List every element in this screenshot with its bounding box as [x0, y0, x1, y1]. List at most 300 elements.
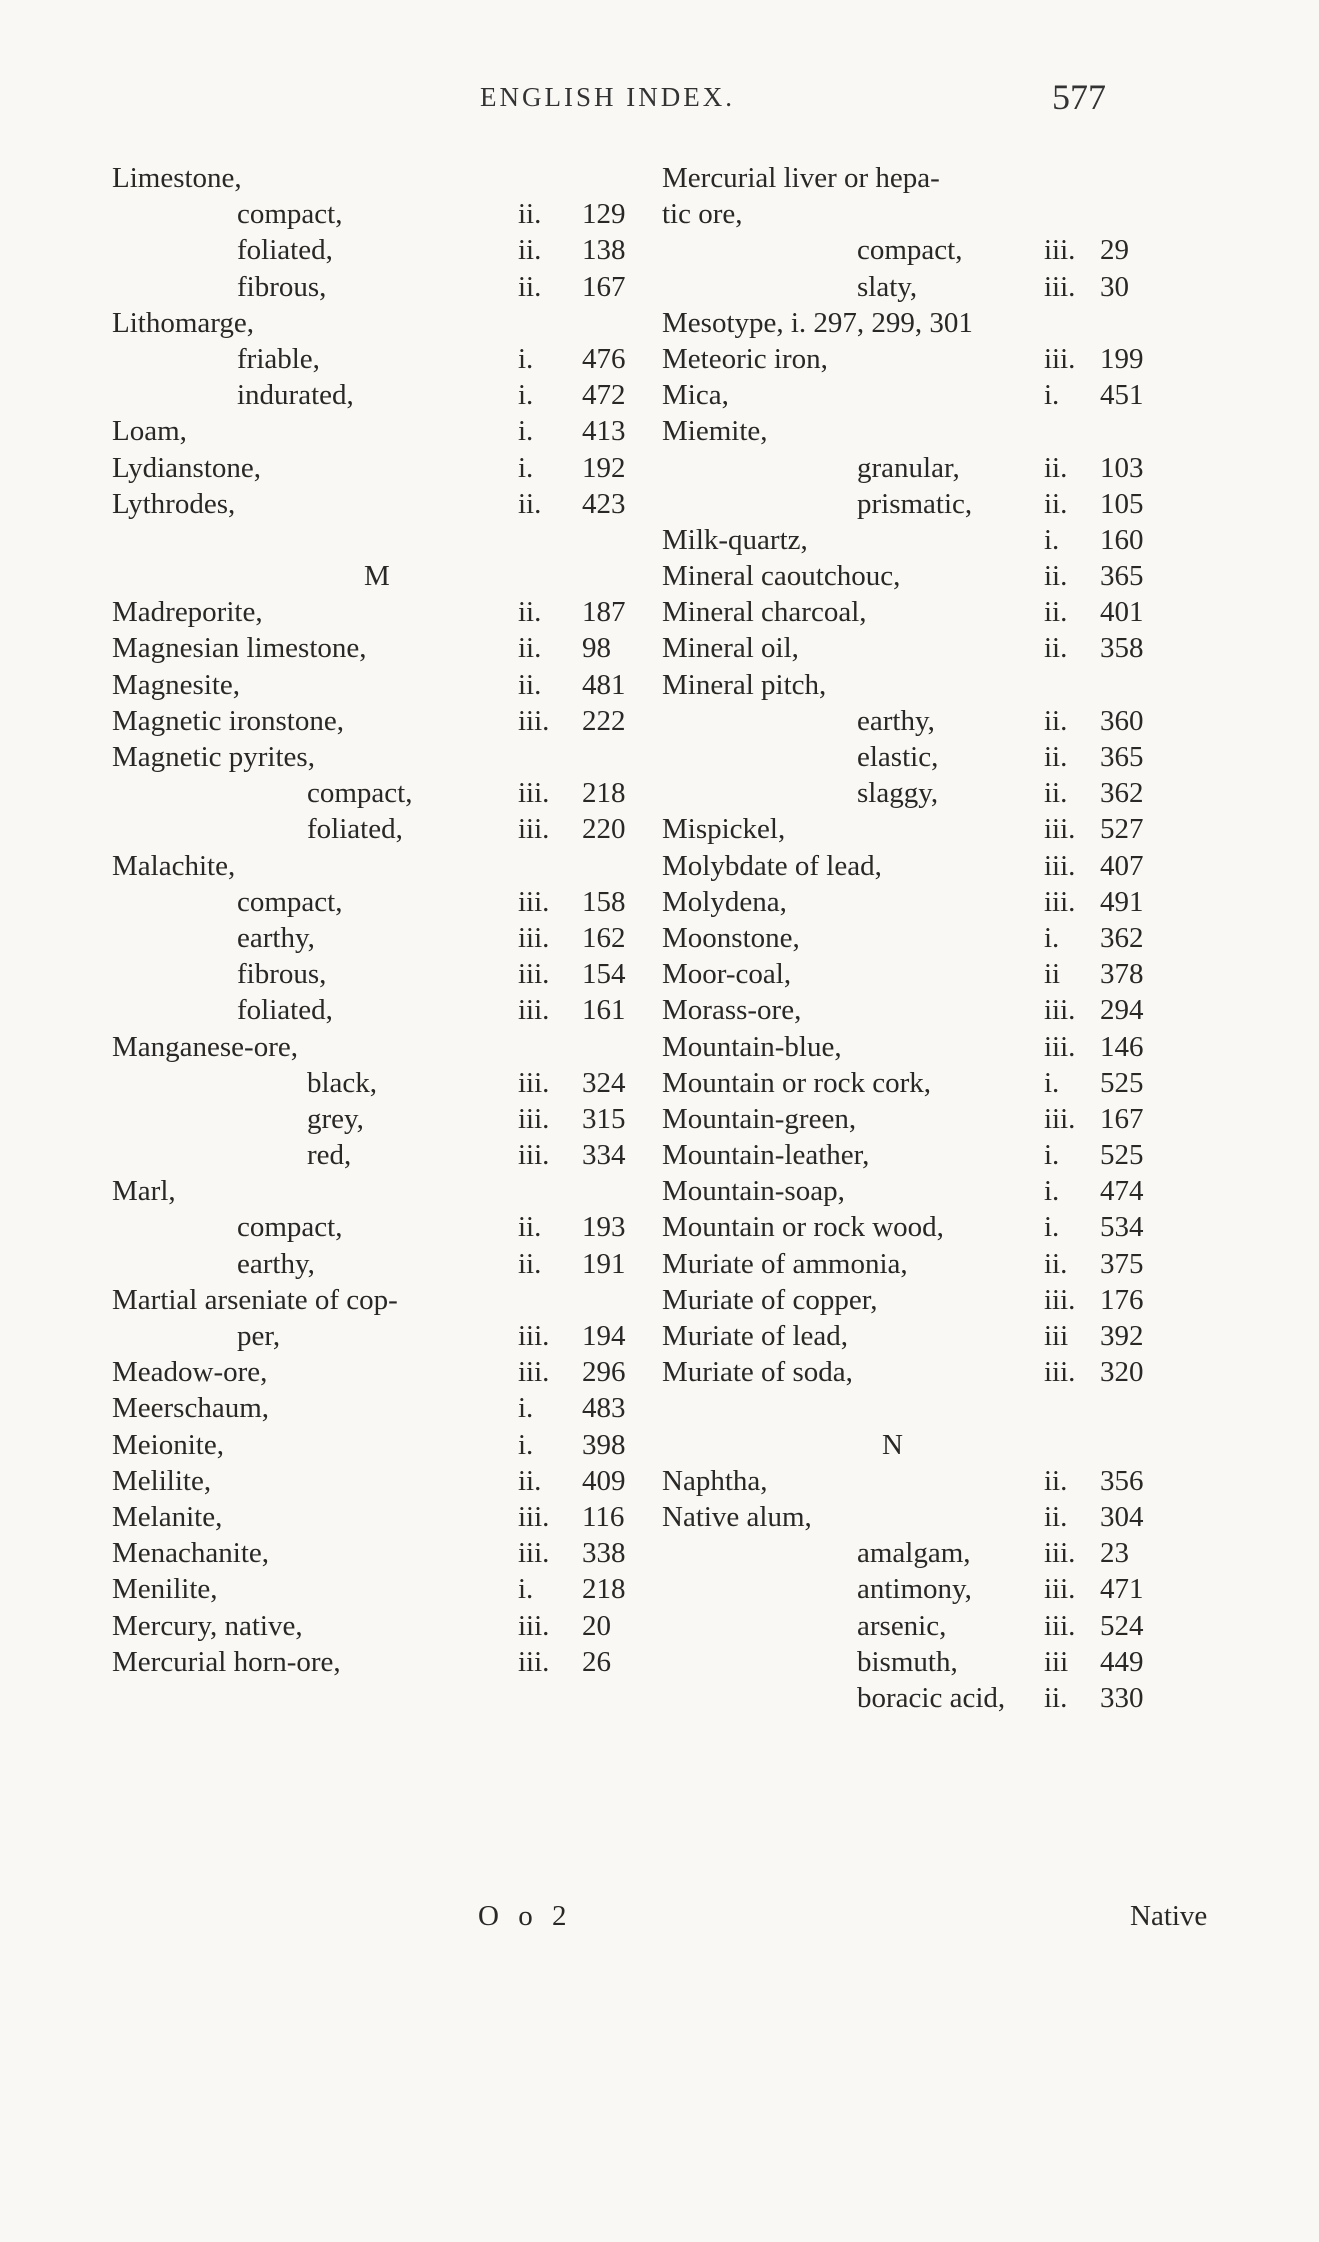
page-header — [0, 77, 1319, 122]
entry-volume: iii. — [518, 994, 550, 1027]
index-entry — [112, 1137, 672, 1173]
entry-volume: iii. — [1044, 885, 1076, 918]
entry-term: foliated, — [307, 813, 403, 846]
entry-page: 525 — [1100, 1066, 1144, 1099]
entry-term: Mineral oil, — [662, 632, 799, 665]
index-entry — [662, 848, 1262, 884]
index-entry — [662, 1571, 1262, 1607]
entry-term: Mercurial horn-ore, — [112, 1645, 341, 1678]
spacer — [662, 1390, 1262, 1426]
entry-volume: ii. — [518, 487, 542, 520]
entry-volume: iii — [1044, 1320, 1069, 1352]
entry-term: boracic acid, — [857, 1681, 1006, 1714]
entry-page: 398 — [582, 1428, 626, 1461]
entry-term: Melilite, — [112, 1464, 212, 1497]
entry-term: antimony, — [857, 1573, 972, 1606]
entry-page: 525 — [1100, 1139, 1144, 1172]
entry-term: slaty, — [857, 270, 918, 303]
entry-term: Mica, — [662, 379, 729, 412]
entry-term: Mineral pitch, — [662, 668, 827, 701]
entry-volume: iii. — [1044, 1102, 1076, 1135]
index-entry — [662, 196, 1262, 232]
entry-page: 524 — [1100, 1609, 1144, 1642]
entry-term: Mispickel, — [662, 813, 786, 846]
index-entry — [662, 594, 1262, 630]
entry-volume: ii. — [518, 270, 542, 303]
entry-term: Mineral charcoal, — [662, 596, 867, 629]
entry-term: earthy, — [237, 921, 315, 954]
entry-volume: ii. — [518, 596, 542, 629]
entry-volume: ii. — [518, 668, 542, 701]
entry-term: Muriate of ammonia, — [662, 1247, 908, 1280]
entry-volume: ii. — [518, 632, 542, 665]
entry-volume: iii. — [518, 1537, 550, 1570]
section-letter — [662, 1427, 1262, 1463]
entry-term: Magnetic pyrites, — [112, 741, 315, 773]
index-entry — [662, 1608, 1262, 1644]
entry-volume: iii. — [518, 885, 550, 918]
entry-page: 338 — [582, 1537, 626, 1570]
entry-page: 29 — [1100, 234, 1129, 267]
entry-page: 193 — [582, 1211, 626, 1244]
entry-term: fibrous, — [237, 270, 327, 303]
entry-term: Naphtha, — [662, 1464, 768, 1497]
entry-term: bismuth, — [857, 1645, 958, 1678]
entry-page: 26 — [582, 1645, 611, 1678]
entry-page: 199 — [1100, 342, 1144, 375]
index-entry — [662, 1535, 1262, 1571]
entry-term: compact, — [307, 777, 413, 810]
signature-mark: O o 2 — [478, 1900, 573, 1932]
entry-term: Lithomarge, — [112, 306, 255, 339]
entry-volume: iii. — [518, 958, 550, 991]
index-entry — [112, 1318, 672, 1354]
entry-volume: iii. — [1044, 1283, 1076, 1316]
entry-page: 362 — [1100, 777, 1144, 810]
index-entry — [112, 413, 672, 449]
index-entry — [662, 703, 1262, 739]
index-entry — [112, 1282, 672, 1318]
index-entry — [112, 811, 672, 847]
index-entry — [662, 305, 1262, 341]
entry-volume: i. — [518, 451, 534, 484]
entry-page: 103 — [1100, 451, 1144, 484]
index-entry — [112, 1463, 672, 1499]
entry-page: 362 — [1100, 921, 1144, 954]
entry-volume: iii. — [1044, 813, 1076, 846]
entry-page: 449 — [1100, 1645, 1144, 1678]
spacer — [112, 522, 672, 558]
entry-term: Mountain-leather, — [662, 1139, 870, 1172]
entry-volume: ii. — [1044, 632, 1068, 665]
entry-page: 162 — [582, 921, 626, 954]
entry-term: Mesotype, i. 297, 299, 301 — [662, 306, 973, 339]
entry-volume: i. — [1044, 1066, 1060, 1099]
index-entry — [112, 775, 672, 811]
index-entry — [662, 160, 1262, 196]
entry-page: 527 — [1100, 813, 1144, 846]
index-entry — [662, 341, 1262, 377]
entry-term: Magnesian limestone, — [112, 632, 367, 665]
entry-page: 320 — [1100, 1356, 1144, 1389]
entry-page: 409 — [582, 1464, 626, 1497]
entry-page: 481 — [582, 668, 626, 701]
index-entry — [112, 1029, 672, 1065]
entry-volume: iii. — [1044, 994, 1076, 1027]
entry-volume: ii — [1044, 958, 1061, 991]
entry-term: prismatic, — [857, 487, 973, 520]
index-entry — [112, 450, 672, 486]
entry-term: Loam, — [112, 415, 187, 448]
entry-volume: ii. — [1044, 596, 1068, 629]
index-entry — [112, 1427, 672, 1463]
entry-page: 167 — [582, 270, 626, 303]
index-entry — [662, 269, 1262, 305]
index-entry — [112, 377, 672, 413]
entry-volume: iii. — [518, 1500, 550, 1533]
index-entry — [112, 992, 672, 1028]
index-entry — [662, 1463, 1262, 1499]
entry-term: Meteoric iron, — [662, 342, 828, 375]
entry-term: Magnesite, — [112, 668, 241, 701]
entry-volume: iii. — [518, 921, 550, 954]
index-entry — [662, 739, 1262, 775]
entry-term: Mountain or rock cork, — [662, 1066, 931, 1099]
entry-term: Mountain-green, — [662, 1102, 857, 1135]
entry-page: 296 — [582, 1356, 626, 1389]
entry-page: 105 — [1100, 487, 1144, 520]
index-entry — [662, 992, 1262, 1028]
entry-page: 358 — [1100, 632, 1144, 665]
entry-page: 138 — [582, 234, 626, 267]
index-entry — [112, 1571, 672, 1607]
entry-term: Native alum, — [662, 1500, 812, 1533]
entry-term: Muriate of copper, — [662, 1283, 878, 1316]
index-entry — [662, 956, 1262, 992]
entry-term: Muriate of soda, — [662, 1356, 853, 1389]
entry-page: 20 — [582, 1609, 611, 1642]
entry-volume: ii. — [1044, 560, 1068, 593]
entry-page: 146 — [1100, 1030, 1144, 1063]
entry-term: Melanite, — [112, 1500, 223, 1533]
entry-volume: i. — [1044, 1211, 1060, 1244]
index-entry — [112, 1173, 672, 1209]
entry-volume: ii. — [1044, 487, 1068, 520]
index-entry — [112, 594, 672, 630]
entry-page: 334 — [582, 1139, 626, 1172]
entry-volume: iii. — [1044, 1356, 1076, 1389]
entry-volume: iii — [1044, 1645, 1069, 1678]
entry-page: 154 — [582, 958, 626, 991]
entry-term: Miemite, — [662, 415, 768, 448]
entry-term: compact, — [857, 234, 963, 267]
index-entry — [112, 1535, 672, 1571]
entry-volume: ii. — [1044, 1500, 1068, 1533]
entry-volume: i. — [518, 379, 534, 412]
entry-page: 407 — [1100, 849, 1144, 882]
entry-page: 129 — [582, 198, 626, 231]
entry-volume: i. — [1044, 523, 1060, 556]
entry-term: Lydianstone, — [112, 451, 262, 484]
entry-volume: ii. — [518, 198, 542, 231]
index-entry — [112, 160, 672, 196]
entry-page: 491 — [1100, 885, 1144, 918]
entry-term: friable, — [237, 342, 320, 375]
index-entry — [662, 1246, 1262, 1282]
entry-page: 192 — [582, 451, 626, 484]
entry-volume: iii. — [1044, 849, 1076, 882]
entry-volume: ii. — [518, 1211, 542, 1244]
entry-term: Marl, — [112, 1175, 176, 1208]
entry-page: 472 — [582, 379, 626, 412]
entry-term: arsenic, — [857, 1609, 947, 1642]
entry-term: foliated, — [237, 994, 333, 1027]
index-entry — [662, 1282, 1262, 1318]
entry-term: Limestone, — [112, 162, 242, 194]
entry-page: 194 — [582, 1320, 626, 1352]
entry-volume: iii. — [518, 1609, 550, 1642]
entry-page: 23 — [1100, 1537, 1129, 1570]
entry-volume: i. — [1044, 921, 1060, 954]
entry-page: 116 — [582, 1500, 625, 1533]
index-entry — [112, 667, 672, 703]
index-entry — [662, 377, 1262, 413]
entry-volume: iii. — [1044, 1537, 1076, 1570]
entry-page: 304 — [1100, 1500, 1144, 1533]
entry-term: slaggy, — [857, 777, 939, 810]
entry-page: 30 — [1100, 270, 1129, 303]
entry-volume: iii. — [1044, 234, 1076, 267]
index-entry — [662, 413, 1262, 449]
index-entry — [662, 486, 1262, 522]
entry-page: 315 — [582, 1102, 626, 1135]
entry-term: Magnetic ironstone, — [112, 704, 344, 737]
entry-volume: iii. — [1044, 270, 1076, 303]
entry-term: Menachanite, — [112, 1537, 270, 1570]
index-entry — [662, 522, 1262, 558]
index-entry — [112, 739, 672, 775]
index-entry — [112, 1499, 672, 1535]
entry-volume: iii. — [518, 704, 550, 737]
entry-volume: i. — [518, 1392, 534, 1425]
entry-volume: i. — [1044, 1139, 1060, 1172]
entry-page: 413 — [582, 415, 626, 448]
entry-term: Moonstone, — [662, 921, 800, 954]
index-entry — [112, 703, 672, 739]
entry-page: 218 — [582, 1573, 626, 1606]
entry-term: Molybdate of lead, — [662, 849, 882, 882]
entry-volume: iii. — [518, 777, 550, 810]
entry-term: Meionite, — [112, 1428, 224, 1461]
entry-page: 294 — [1100, 994, 1144, 1027]
index-entry — [662, 630, 1262, 666]
index-entry — [662, 884, 1262, 920]
index-entry — [662, 775, 1262, 811]
index-entry — [112, 305, 672, 341]
entry-page: 220 — [582, 813, 626, 846]
entry-page: 160 — [1100, 523, 1144, 556]
entry-page: 218 — [582, 777, 626, 810]
index-entry — [112, 1354, 672, 1390]
entry-term: earthy, — [237, 1247, 315, 1280]
entry-volume: ii. — [518, 234, 542, 267]
entry-volume: ii. — [1044, 777, 1068, 810]
entry-volume: i. — [1044, 379, 1060, 412]
entry-page: 191 — [582, 1247, 626, 1280]
entry-term: Meadow-ore, — [112, 1356, 268, 1389]
index-entry — [662, 1318, 1262, 1354]
index-entry — [662, 1029, 1262, 1065]
index-entry — [662, 667, 1262, 703]
entry-volume: iii. — [518, 813, 550, 846]
index-entry — [112, 1065, 672, 1101]
index-entry — [112, 1246, 672, 1282]
entry-term: per, — [237, 1320, 281, 1352]
entry-term: Molydena, — [662, 885, 787, 918]
entry-term: foliated, — [237, 234, 333, 267]
entry-term: amalgam, — [857, 1537, 971, 1570]
index-entry — [112, 1101, 672, 1137]
entry-term: Mountain-soap, — [662, 1175, 845, 1208]
entry-page: 474 — [1100, 1175, 1144, 1208]
entry-term: grey, — [307, 1102, 364, 1135]
index-entry — [112, 920, 672, 956]
index-entry — [662, 1065, 1262, 1101]
index-entry — [662, 450, 1262, 486]
entry-volume: ii. — [1044, 1247, 1068, 1280]
entry-term: Mineral caoutchouc, — [662, 560, 901, 593]
entry-page: 330 — [1100, 1681, 1144, 1714]
entry-volume: ii. — [1044, 1681, 1068, 1714]
entry-page: 360 — [1100, 704, 1144, 737]
index-entry — [662, 811, 1262, 847]
index-column-right — [662, 160, 1262, 1716]
entry-page: 392 — [1100, 1320, 1144, 1352]
entry-page: 365 — [1100, 741, 1144, 773]
entry-page: 167 — [1100, 1102, 1144, 1135]
index-entry — [112, 269, 672, 305]
entry-term: Manganese-ore, — [112, 1030, 298, 1063]
index-entry — [112, 956, 672, 992]
entry-term: black, — [307, 1066, 378, 1099]
entry-term: red, — [307, 1139, 352, 1172]
entry-page: 401 — [1100, 596, 1144, 629]
entry-term: Milk-quartz, — [662, 523, 808, 556]
running-title: ENGLISH INDEX. — [480, 82, 735, 112]
entry-term: Martial arseniate of cop- — [112, 1283, 398, 1316]
section-heading: N — [882, 1428, 903, 1461]
index-entry — [112, 486, 672, 522]
entry-page: 378 — [1100, 958, 1144, 991]
index-entry — [662, 232, 1262, 268]
section-heading: M — [364, 560, 390, 593]
entry-term: Moor-coal, — [662, 958, 792, 991]
entry-term: Madreporite, — [112, 596, 263, 629]
index-entry — [662, 1354, 1262, 1390]
entry-term: Mercury, native, — [112, 1609, 303, 1642]
entry-term: fibrous, — [237, 958, 327, 991]
entry-page: 161 — [582, 994, 626, 1027]
index-entry — [662, 1644, 1262, 1680]
entry-page: 158 — [582, 885, 626, 918]
index-entry — [662, 1209, 1262, 1245]
entry-volume: iii. — [518, 1102, 550, 1135]
entry-page: 451 — [1100, 379, 1144, 412]
index-column-left — [112, 160, 672, 1680]
entry-volume: ii. — [1044, 451, 1068, 484]
entry-volume: iii. — [518, 1645, 550, 1678]
entry-volume: iii. — [1044, 1573, 1076, 1606]
index-entry — [662, 1680, 1262, 1716]
entry-volume: i. — [518, 1428, 534, 1461]
page-number: 577 — [1052, 77, 1106, 117]
entry-page: 356 — [1100, 1464, 1144, 1497]
entry-term: Mountain or rock wood, — [662, 1211, 944, 1244]
index-entry — [112, 848, 672, 884]
index-entry — [112, 341, 672, 377]
entry-volume: ii. — [1044, 741, 1068, 773]
entry-volume: ii. — [518, 1464, 542, 1497]
entry-term: indurated, — [237, 379, 354, 412]
entry-volume: i. — [518, 342, 534, 375]
entry-volume: iii. — [1044, 1609, 1076, 1642]
index-entry — [112, 196, 672, 232]
index-entry — [662, 920, 1262, 956]
entry-volume: iii. — [518, 1139, 550, 1172]
index-entry — [112, 1644, 672, 1680]
index-entry — [112, 630, 672, 666]
entry-volume: ii. — [518, 1247, 542, 1280]
entry-page: 98 — [582, 632, 611, 665]
entry-term: Mercurial liver or hepa- — [662, 162, 940, 194]
entry-page: 375 — [1100, 1247, 1144, 1280]
index-entry — [662, 1137, 1262, 1173]
section-letter — [112, 558, 672, 594]
index-entry — [112, 1390, 672, 1426]
catchword: Native — [1130, 1900, 1208, 1932]
entry-volume: ii. — [1044, 1464, 1068, 1497]
entry-term: elastic, — [857, 741, 939, 773]
entry-term: granular, — [857, 451, 960, 484]
entry-term: Mountain-blue, — [662, 1030, 842, 1063]
entry-term: tic ore, — [662, 198, 743, 231]
index-entry — [662, 1499, 1262, 1535]
entry-page: 476 — [582, 342, 626, 375]
index-entry — [112, 1209, 672, 1245]
entry-page: 222 — [582, 704, 626, 737]
entry-page: 365 — [1100, 560, 1144, 593]
entry-term: compact, — [237, 1211, 343, 1244]
index-entry — [662, 1173, 1262, 1209]
entry-term: Morass-ore, — [662, 994, 802, 1027]
entry-volume: i. — [518, 1573, 534, 1606]
entry-term: Meerschaum, — [112, 1392, 270, 1425]
entry-term: earthy, — [857, 704, 935, 737]
entry-term: Malachite, — [112, 849, 236, 882]
entry-page: 471 — [1100, 1573, 1144, 1606]
entry-page: 324 — [582, 1066, 626, 1099]
entry-volume: i. — [1044, 1175, 1060, 1208]
entry-volume: i. — [518, 415, 534, 448]
entry-volume: iii. — [1044, 1030, 1076, 1063]
entry-page: 187 — [582, 596, 626, 629]
index-entry — [112, 232, 672, 268]
entry-volume: iii. — [518, 1320, 550, 1352]
index-entry — [662, 558, 1262, 594]
entry-term: Muriate of lead, — [662, 1320, 849, 1352]
entry-page: 534 — [1100, 1211, 1144, 1244]
entry-term: Menilite, — [112, 1573, 218, 1606]
